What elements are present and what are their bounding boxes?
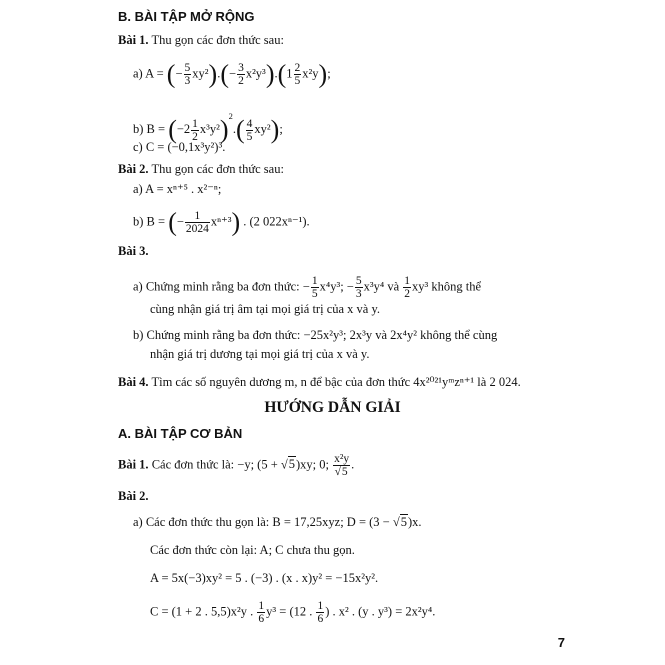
bai3-a-line1: a) Chứng minh rằng ba đơn thức: − $\frac{1}{5}$ x⁴y³; − $\frac{5}{3}$ x³y⁴ và $\frac{1}{2}$ xy³ không thể [133, 275, 482, 300]
bai4: Bài 4. Tìm các số nguyên dương m, n để bậc của đơn thức 4x²⁰²¹yᵐzⁿ⁺¹ là 2 024. [118, 375, 521, 389]
sol1: Bài 1. Các đơn thức là: −y; (5 + √5)xy; 0; $\frac{\text{x²y}}{√5}$ . [118, 453, 355, 478]
sol2-title: Bài 2. [118, 489, 149, 503]
bai1-b: b) B = (−2 $\frac{1}{2}$ x³y²)$^2$.( $\frac{4}{5}$ xy²); [133, 111, 283, 145]
bai1-a: a) A = (− $\frac{5}{3}$ xy²).(− $\frac{3}{2}$ x²y³).(1 $\frac{2}{5}$ x²y); [133, 59, 331, 89]
sol2-a4: C = (1 + 2 . 5,5)x²y . $\frac{1}{6}$ y³ = (12 . $\frac{1}{6}$ ) . x² . (y . y³) = 2x²y⁴. [150, 600, 436, 625]
page-number: 7 [557, 635, 565, 650]
sol2-a1: a) Các đơn thức thu gọn là: B = 17,25xyz; D = (3 − √5)x. [133, 515, 422, 529]
solutions-title: HƯỚNG DẪN GIẢI [264, 399, 401, 416]
section-a-heading: A. BÀI TẬP CƠ BẢN [118, 426, 243, 441]
bai1-c: c) C = (−0,1x³y²)³. [133, 140, 226, 154]
bai2-title: Bài 2. Thu gọn các đơn thức sau: [118, 162, 284, 176]
sol2-a3: A = 5x(−3)xy² = 5 . (−3) . (x . x)y² = −15x²y². [150, 571, 379, 585]
bai2-b: b) B = (− $\frac{1}{2024}$ xⁿ⁺³) . (2 022xⁿ⁻¹). [133, 207, 310, 237]
bai3-a-line2: cùng nhận giá trị âm tại mọi giá trị của x và y. [150, 302, 381, 316]
sol2-a2: Các đơn thức còn lại: A; C chưa thu gọn. [150, 543, 355, 557]
bai2-a: a) A = xⁿ⁺⁵ . x²⁻ⁿ; [133, 182, 222, 196]
bai3-b-line2: nhận giá trị dương tại mọi giá trị của x và y. [150, 347, 370, 361]
bai3-b-line1: b) Chứng minh rằng ba đơn thức: −25x²y³; 2x³y và 2x⁴y² không thể cùng [133, 328, 498, 342]
section-b-heading: B. BÀI TẬP MỞ RỘNG [118, 9, 255, 24]
bai3-title: Bài 3. [118, 244, 149, 258]
bai1-title: Bài 1. Thu gọn các đơn thức sau: [118, 33, 284, 47]
